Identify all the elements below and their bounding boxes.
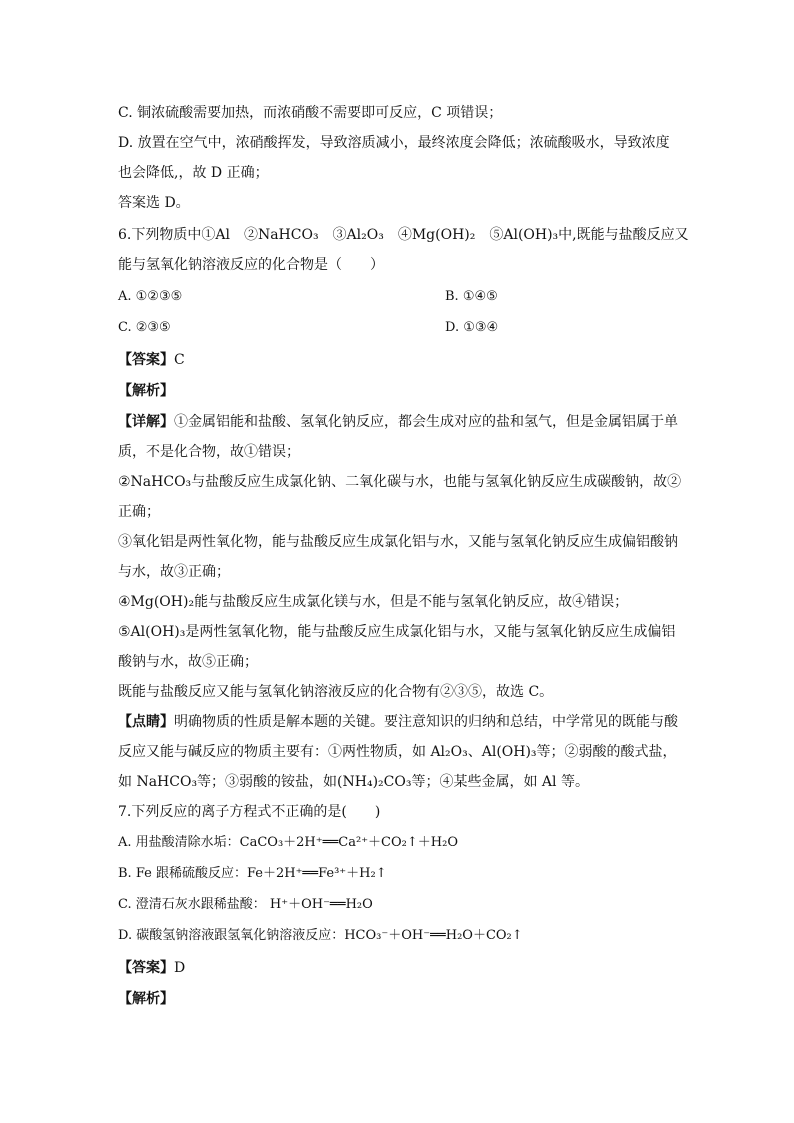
q7-analysis-tag: 【解析】 — [118, 991, 174, 1007]
q7-option-c: C. 澄清石灰水跟稀盐酸： H⁺＋OH⁻══H₂O — [118, 897, 373, 912]
q6-answer — [118, 350, 185, 370]
q6-analysis-tag: 【解析】 — [118, 383, 174, 399]
prev-option-d-explanation-line2: 也会降低,，故 D 正确； — [118, 165, 269, 181]
q6-detail-line2: 质，不是化合物，故①错误； — [118, 444, 300, 460]
q6-detail-tag: 【详解】 — [118, 414, 174, 430]
q7-answer — [118, 958, 185, 978]
q6-detail-line5: ③氧化铝是两性氧化物，能与盐酸反应生成氯化铝与水，又能与氢氧化钠反应生成偏铝酸钠 — [118, 534, 678, 550]
q7-stem: 7.下列反应的离子方程式不正确的是( ) — [118, 804, 381, 820]
q6-note-line3: 如 NaHCO₃等；③弱酸的铵盐，如(NH₄)₂CO₃等；④某些金属，如 Al 等。 — [118, 774, 589, 790]
prev-option-d-explanation-line1: D. 放置在空气中，浓硝酸挥发，导致溶质减小，最终浓度会降低；浓硫酸吸水，导致浓度 — [118, 135, 670, 151]
q6-detail-line3: ②NaHCO₃与盐酸反应生成氯化钠、二氧化碳与水，也能与氢氧化钠反应生成碳酸钠，故② — [118, 474, 682, 490]
q6-detail-line4: 正确； — [118, 504, 160, 520]
q6-note-text1: 明确物质的性质是解本题的关键。要注意知识的归纳和总结，中学常见的既能与酸 — [174, 714, 678, 730]
prev-option-c-explanation: C. 铜浓硫酸需要加热，而浓硝酸不需要即可反应，C 项错误； — [118, 105, 503, 121]
q6-stem-line1: 6.下列物质中①Al ②NaHCO₃ ③Al₂O₃ ④Mg(OH)₂ ⑤Al(OH)₃中,既能与盐酸反应又 — [118, 227, 689, 243]
q7-option-d: D. 碳酸氢钠溶液跟氢氧化钠溶液反应：HCO₃⁻＋OH⁻══H₂O＋CO₂↑ — [118, 928, 523, 943]
q6-note-line2: 反应又能与碱反应的物质主要有：①两性物质，如 Al₂O₃、Al(OH)₃等；②弱酸的酸式盐， — [118, 744, 677, 760]
q6-detail-line9: 酸钠与水，故⑤正确； — [118, 654, 258, 670]
q6-answer-value: C — [174, 352, 185, 368]
q7-answer-tag: 【答案】 — [118, 960, 174, 976]
q7-option-a: A. 用盐酸清除水垢：CaCO₃＋2H⁺══Ca²⁺＋CO₂↑＋H₂O — [118, 835, 458, 850]
prev-final-answer: 答案选 D。 — [118, 195, 190, 211]
q6-detail-line7: ④Mg(OH)₂能与盐酸反应生成氯化镁与水，但是不能与氢氧化钠反应，故④错误； — [118, 594, 629, 610]
q6-detail-line8: ⑤Al(OH)₃是两性氢氧化物，能与盐酸反应生成氯化铝与水，又能与氢氧化钠反应生成偏铝 — [118, 624, 676, 640]
q6-stem-line2: 能与氢氧化钠溶液反应的化合物是（ ） — [118, 257, 384, 273]
q6-detail-text1: ①金属铝能和盐酸、氢氧化钠反应，都会生成对应的盐和氢气，但是金属铝属于单 — [174, 414, 678, 430]
q7-option-b: B. Fe 跟稀硫酸反应：Fe＋2H⁺══Fe³⁺＋H₂↑ — [118, 866, 387, 881]
q6-note-tag: 【点睛】 — [118, 714, 174, 730]
q6-option-a: A. ①②③⑤ — [118, 289, 183, 304]
q6-option-c: C. ②③⑤ — [118, 320, 171, 335]
q7-answer-value: D — [174, 960, 186, 976]
q6-option-b: B. ①④⑤ — [445, 289, 498, 304]
q6-answer-tag: 【答案】 — [118, 352, 174, 368]
q6-detail-line10: 既能与盐酸反应又能与氢氧化钠溶液反应的化合物有②③⑤，故选 C。 — [118, 684, 554, 700]
q6-detail-line1 — [118, 412, 678, 432]
q6-detail-line6: 与水，故③正确； — [118, 564, 230, 580]
q6-option-d: D. ①③④ — [445, 320, 499, 335]
q6-note-line1 — [118, 712, 678, 732]
